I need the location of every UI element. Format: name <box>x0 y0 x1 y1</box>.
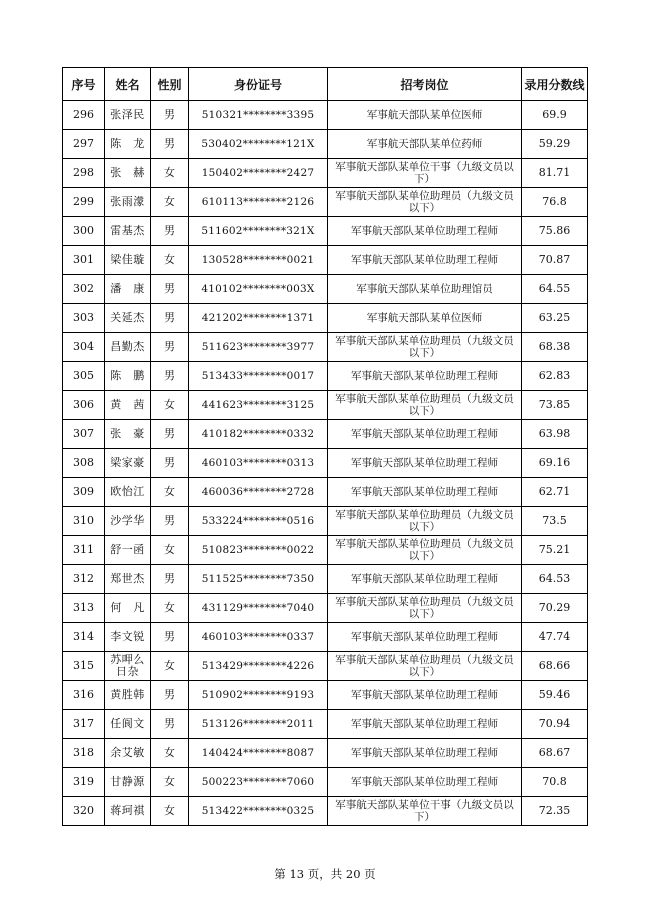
score-cell: 63.25 <box>522 304 588 333</box>
table-row <box>63 710 588 739</box>
position-cell: 军事航天部队某单位干事（九级文员以下） <box>328 159 522 188</box>
serial-cell: 300 <box>63 217 105 246</box>
score-cell: 69.9 <box>522 101 588 130</box>
position-cell: 军事航天部队某单位助理员（九级文员以下） <box>328 536 522 565</box>
gender-cell: 男 <box>151 507 189 536</box>
position-cell: 军事航天部队某单位助理员（九级文员以下） <box>328 652 522 681</box>
name-cell: 何 凡 <box>105 594 151 623</box>
serial-cell: 320 <box>63 797 105 826</box>
name-cell: 任阆文 <box>105 710 151 739</box>
gender-cell: 男 <box>151 362 189 391</box>
name-cell: 潘 康 <box>105 275 151 304</box>
name-cell: 欧怡江 <box>105 478 151 507</box>
table-row <box>63 333 588 362</box>
score-cell: 73.5 <box>522 507 588 536</box>
name-cell: 昌勤杰 <box>105 333 151 362</box>
serial-cell: 306 <box>63 391 105 420</box>
serial-cell: 298 <box>63 159 105 188</box>
score-cell: 59.29 <box>522 130 588 159</box>
gender-cell: 女 <box>151 739 189 768</box>
position-cell: 军事航天部队某单位助理工程师 <box>328 710 522 739</box>
score-cell: 47.74 <box>522 623 588 652</box>
score-cell: 68.66 <box>522 652 588 681</box>
position-cell: 军事航天部队某单位助理工程师 <box>328 246 522 275</box>
position-cell: 军事航天部队某单位医师 <box>328 304 522 333</box>
name-cell: 蒋珂祺 <box>105 797 151 826</box>
name-cell: 张泽民 <box>105 101 151 130</box>
gender-cell: 男 <box>151 275 189 304</box>
gender-cell: 女 <box>151 594 189 623</box>
table-row <box>63 536 588 565</box>
table-row <box>63 159 588 188</box>
position-cell: 军事航天部队某单位助理工程师 <box>328 217 522 246</box>
header-score: 录用分数线 <box>522 68 588 101</box>
gender-cell: 女 <box>151 391 189 420</box>
gender-cell: 男 <box>151 681 189 710</box>
id-number-cell: 511525********7350 <box>189 565 328 594</box>
table-row <box>63 420 588 449</box>
id-number-cell: 513433********0017 <box>189 362 328 391</box>
position-cell: 军事航天部队某单位助理工程师 <box>328 681 522 710</box>
gender-cell: 男 <box>151 101 189 130</box>
serial-cell: 315 <box>63 652 105 681</box>
position-cell: 军事航天部队某单位助理工程师 <box>328 565 522 594</box>
id-number-cell: 150402********2427 <box>189 159 328 188</box>
table-row <box>63 768 588 797</box>
id-number-cell: 410102********003X <box>189 275 328 304</box>
id-number-cell: 140424********8087 <box>189 739 328 768</box>
name-cell: 沙学华 <box>105 507 151 536</box>
score-cell: 64.55 <box>522 275 588 304</box>
table-row <box>63 101 588 130</box>
serial-cell: 318 <box>63 739 105 768</box>
gender-cell: 女 <box>151 536 189 565</box>
position-cell: 军事航天部队某单位助理员（九级文员以下） <box>328 391 522 420</box>
gender-cell: 女 <box>151 797 189 826</box>
id-number-cell: 500223********7060 <box>189 768 328 797</box>
id-number-cell: 130528********0021 <box>189 246 328 275</box>
id-number-cell: 460036********2728 <box>189 478 328 507</box>
serial-cell: 304 <box>63 333 105 362</box>
table-row <box>63 304 588 333</box>
serial-cell: 319 <box>63 768 105 797</box>
table-row <box>63 797 588 826</box>
score-cell: 70.8 <box>522 768 588 797</box>
table-row <box>63 449 588 478</box>
table-row <box>63 565 588 594</box>
header-id-number: 身份证号 <box>189 68 328 101</box>
name-cell: 梁家豪 <box>105 449 151 478</box>
id-number-cell: 431129********7040 <box>189 594 328 623</box>
name-cell: 舒一函 <box>105 536 151 565</box>
position-cell: 军事航天部队某单位助理工程师 <box>328 420 522 449</box>
gender-cell: 男 <box>151 130 189 159</box>
name-cell: 张雨濛 <box>105 188 151 217</box>
id-number-cell: 410182********0332 <box>189 420 328 449</box>
name-cell: 张 赫 <box>105 159 151 188</box>
table-row <box>63 478 588 507</box>
position-cell: 军事航天部队某单位助理工程师 <box>328 623 522 652</box>
id-number-cell: 441623********3125 <box>189 391 328 420</box>
gender-cell: 男 <box>151 565 189 594</box>
id-number-cell: 513429********4226 <box>189 652 328 681</box>
table-row <box>63 391 588 420</box>
id-number-cell: 513422********0325 <box>189 797 328 826</box>
score-cell: 68.38 <box>522 333 588 362</box>
name-cell: 李文锐 <box>105 623 151 652</box>
score-cell: 63.98 <box>522 420 588 449</box>
score-cell: 70.94 <box>522 710 588 739</box>
serial-cell: 307 <box>63 420 105 449</box>
id-number-cell: 460103********0337 <box>189 623 328 652</box>
name-cell: 郑世杰 <box>105 565 151 594</box>
score-cell: 70.29 <box>522 594 588 623</box>
serial-cell: 312 <box>63 565 105 594</box>
serial-cell: 308 <box>63 449 105 478</box>
gender-cell: 男 <box>151 217 189 246</box>
name-cell: 苏呷么日杂 <box>105 652 151 681</box>
serial-cell: 302 <box>63 275 105 304</box>
page-footer: 第 13 页，共 20 页 <box>274 867 376 881</box>
serial-cell: 310 <box>63 507 105 536</box>
serial-cell: 316 <box>63 681 105 710</box>
id-number-cell: 610113********2126 <box>189 188 328 217</box>
id-number-cell: 421202********1371 <box>189 304 328 333</box>
table-row <box>63 623 588 652</box>
position-cell: 军事航天部队某单位助理馆员 <box>328 275 522 304</box>
gender-cell: 女 <box>151 768 189 797</box>
position-cell: 军事航天部队某单位助理工程师 <box>328 478 522 507</box>
name-cell: 黄胜韩 <box>105 681 151 710</box>
score-cell: 75.86 <box>522 217 588 246</box>
serial-cell: 309 <box>63 478 105 507</box>
serial-cell: 311 <box>63 536 105 565</box>
score-cell: 69.16 <box>522 449 588 478</box>
position-cell: 军事航天部队某单位助理员（九级文员以下） <box>328 333 522 362</box>
header-gender: 性别 <box>151 68 189 101</box>
score-cell: 62.71 <box>522 478 588 507</box>
position-cell: 军事航天部队某单位助理工程师 <box>328 768 522 797</box>
score-cell: 64.53 <box>522 565 588 594</box>
table-row <box>63 507 588 536</box>
gender-cell: 男 <box>151 304 189 333</box>
header-serial: 序号 <box>63 68 105 101</box>
gender-cell: 女 <box>151 652 189 681</box>
serial-cell: 297 <box>63 130 105 159</box>
position-cell: 军事航天部队某单位干事（九级文员以下） <box>328 797 522 826</box>
gender-cell: 女 <box>151 159 189 188</box>
table-row <box>63 362 588 391</box>
gender-cell: 女 <box>151 188 189 217</box>
gender-cell: 女 <box>151 478 189 507</box>
name-cell: 余艾敏 <box>105 739 151 768</box>
score-cell: 62.83 <box>522 362 588 391</box>
gender-cell: 女 <box>151 246 189 275</box>
id-number-cell: 460103********0313 <box>189 449 328 478</box>
table-row <box>63 275 588 304</box>
serial-cell: 313 <box>63 594 105 623</box>
id-number-cell: 530402********121X <box>189 130 328 159</box>
serial-cell: 317 <box>63 710 105 739</box>
score-cell: 68.67 <box>522 739 588 768</box>
score-cell: 73.85 <box>522 391 588 420</box>
score-cell: 72.35 <box>522 797 588 826</box>
serial-cell: 303 <box>63 304 105 333</box>
id-number-cell: 510321********3395 <box>189 101 328 130</box>
serial-cell: 305 <box>63 362 105 391</box>
score-cell: 70.87 <box>522 246 588 275</box>
gender-cell: 男 <box>151 333 189 362</box>
table-row <box>63 681 588 710</box>
score-cell: 75.21 <box>522 536 588 565</box>
position-cell: 军事航天部队某单位助理员（九级文员以下） <box>328 594 522 623</box>
table-row <box>63 217 588 246</box>
table-row <box>63 652 588 681</box>
position-cell: 军事航天部队某单位助理员（九级文员以下） <box>328 507 522 536</box>
id-number-cell: 510823********0022 <box>189 536 328 565</box>
score-cell: 76.8 <box>522 188 588 217</box>
table-row <box>63 594 588 623</box>
name-cell: 陈 龙 <box>105 130 151 159</box>
table-row <box>63 246 588 275</box>
gender-cell: 男 <box>151 449 189 478</box>
table-row <box>63 130 588 159</box>
position-cell: 军事航天部队某单位助理工程师 <box>328 739 522 768</box>
name-cell: 雷基杰 <box>105 217 151 246</box>
table-header-row <box>63 68 588 101</box>
gender-cell: 男 <box>151 623 189 652</box>
score-cell: 59.46 <box>522 681 588 710</box>
header-position: 招考岗位 <box>328 68 522 101</box>
position-cell: 军事航天部队某单位医师 <box>328 101 522 130</box>
id-number-cell: 513126********2011 <box>189 710 328 739</box>
name-cell: 张 豪 <box>105 420 151 449</box>
gender-cell: 男 <box>151 710 189 739</box>
serial-cell: 301 <box>63 246 105 275</box>
serial-cell: 296 <box>63 101 105 130</box>
gender-cell: 男 <box>151 420 189 449</box>
serial-cell: 314 <box>63 623 105 652</box>
name-cell: 梁佳璇 <box>105 246 151 275</box>
name-cell: 陈 鹏 <box>105 362 151 391</box>
score-cell: 81.71 <box>522 159 588 188</box>
position-cell: 军事航天部队某单位助理工程师 <box>328 449 522 478</box>
results-table <box>62 67 588 826</box>
serial-cell: 299 <box>63 188 105 217</box>
id-number-cell: 511623********3977 <box>189 333 328 362</box>
position-cell: 军事航天部队某单位助理员（九级文员以下） <box>328 188 522 217</box>
id-number-cell: 510902********9193 <box>189 681 328 710</box>
id-number-cell: 511602********321X <box>189 217 328 246</box>
id-number-cell: 533224********0516 <box>189 507 328 536</box>
header-name: 姓名 <box>105 68 151 101</box>
position-cell: 军事航天部队某单位药师 <box>328 130 522 159</box>
table-row <box>63 739 588 768</box>
name-cell: 关延杰 <box>105 304 151 333</box>
table-row <box>63 188 588 217</box>
name-cell: 甘静源 <box>105 768 151 797</box>
name-cell: 黄 茜 <box>105 391 151 420</box>
position-cell: 军事航天部队某单位助理工程师 <box>328 362 522 391</box>
